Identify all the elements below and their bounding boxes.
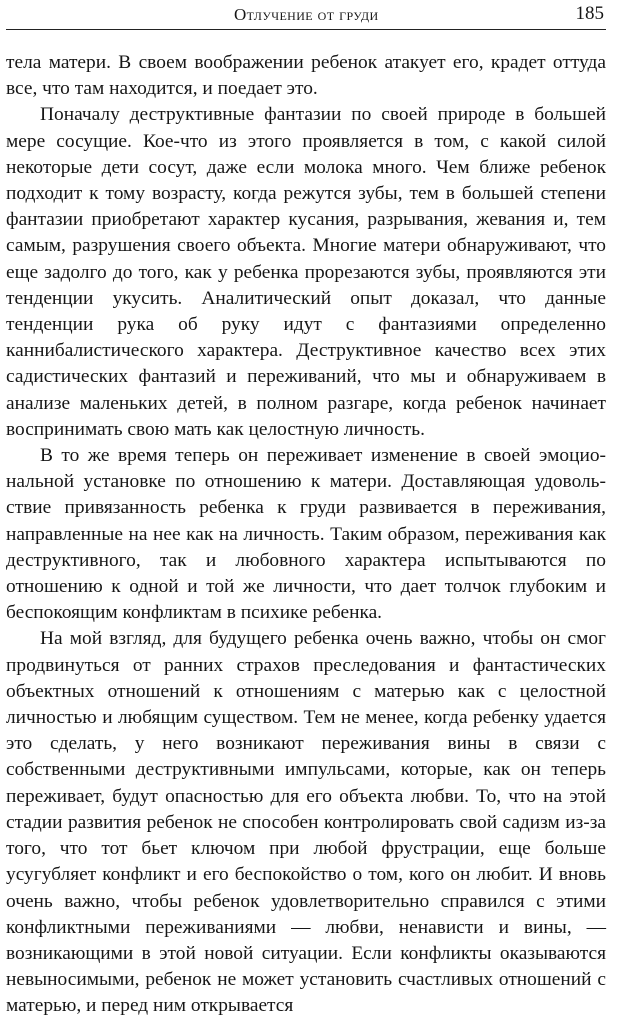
- page-number: 185: [575, 3, 604, 24]
- paragraph: тела матери. В своем воображении ребенок атакует его, крадет оттуда все, что там находится, и поедает это.: [6, 52, 606, 100]
- paragraph: В то же время теперь он переживает изменение в своей эмоциональной установке по отношению к матери. Доставляющая удовольствие привязанность ребенка к груди развивается в переживания, направленные на нее как на личность. Таким образом, переживания как деструктивного, так и любовного характера испытываются по отношению к одной и той же личности, что дает толчок глубоким и беспокоящим конфликтам в психике ребенка.: [6, 445, 606, 624]
- page-header: [6, 0, 606, 34]
- body-text: [6, 50, 606, 1020]
- paragraph: Поначалу деструктивные фантазии по своей природе в большей мере сосущие. Кое-что из этого проявляется в том, с какой силой некоторые дети сосут, даже если молока много. Чем ближе ребенок подходит к тому возрасту, когда режутся зубы, тем в большей степени фантазии приобретают характер кусания, разрывания, жевания и, тем самым, разрушения своего объекта. Многие матери обнаруживают, что еще задолго до того, как у ребенка прорезаются зубы, проявляются эти тенденции укусить. Аналитический опыт доказал, что данные тенденции рука об руку идут с фантазиями определенно каннибалистического характера. Деструктивное качество всех этих садистических фантазий и переживаний, что мы и обнаруживаем в анализе маленьких детей, в полном разгаре, когда ребенок начинает воспринимать свою мать как целостную личность.: [6, 104, 606, 440]
- header-rule: [6, 29, 606, 30]
- paragraph: На мой взгляд, для будущего ребенка очень важно, чтобы он смог продвинуться от ранних страхов преследования и фантастических объектных отношений к отношениям с матерью как с целостной личностью и любящим существом. Тем не менее, когда ребенку удается это сделать, у него возникают переживания вины в связи с собственными деструктивными импульсами, которые, как он теперь переживает, будут опасностью для его объекта любви. То, что на этой стадии развития ребенок не способен контролировать свой садизм из-за того, что тот бьет ключом при любой фрустрации, еще больше усугубляет конфликт и его беспокойство о том, кого он любит. И вновь очень важно, чтобы ребенок удовлетворительно справился с этими конфликтными переживаниями — любви, ненависти и вины, — возникающими в этой новой ситуации. Если конфликты оказываются невыносимыми, ребенок не может установить счастливых отношений с матерью, и перед ним открывается: [6, 628, 606, 1017]
- running-title: Отлучение от груди: [234, 5, 379, 24]
